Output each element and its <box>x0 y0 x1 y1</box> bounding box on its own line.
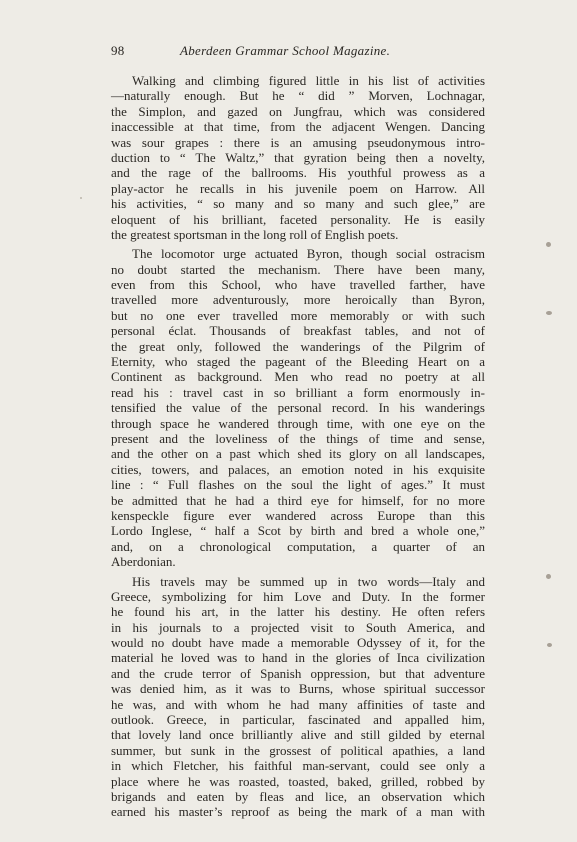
text-line: tensified the value of the personal record. In his wanderings <box>111 400 485 416</box>
text-line: would no doubt have made a memorable Odyssey of it, for the <box>111 635 485 651</box>
text-line: and the rage of the ballrooms. His youthful prowess as a <box>111 165 485 181</box>
text-line: inaccessible at that time, from the adjacent Wengen. Dancing <box>111 119 485 135</box>
text-line: summer, but sunk in the grossest of political apathies, a land <box>111 742 485 758</box>
text-line: kenspeckle figure ever wandered across Europe than this <box>111 507 485 523</box>
text-line: was denied him, as it was to Burns, whose spiritual successor <box>111 681 485 697</box>
text-line: Lordo Inglese, “ half a Scot by birth and bred a whole one,” <box>111 523 485 539</box>
text-line: Eternity, who staged the pageant of the Bleeding Heart on a <box>111 354 485 370</box>
paper-spot <box>546 574 551 579</box>
text-line: line : “ Full flashes on the soul the light of ages.” It must <box>111 477 485 493</box>
text-line: he found his art, in the latter his destiny. He often refers <box>111 604 485 620</box>
paper-spot <box>546 242 551 247</box>
text-line: even from this School, who have travelled farther, have <box>111 277 485 293</box>
text-line: —naturally enough. But he “ did ” Morven, Lochnagar, <box>111 88 485 104</box>
paper-spot <box>80 197 82 199</box>
paper-spot <box>547 643 552 647</box>
text-line: earned his master’s reproof as being the mark of a man with <box>111 804 485 820</box>
text-line: and, on a chronological computation, a quarter of an <box>111 538 485 554</box>
text-line: the Simplon, and gazed on Jungfrau, which was considered <box>111 103 485 119</box>
text-line: His travels may be summed up in two words—Italy and <box>132 573 485 589</box>
body-text <box>111 73 485 820</box>
text-line: present and the loveliness of the things of time and sense, <box>111 430 485 446</box>
text-line: outlook. Greece, in particular, fascinated and appalled him, <box>111 712 485 728</box>
text-line: eloquent of his brilliant, faceted personality. He is easily <box>111 211 485 227</box>
text-line: travelled more adventurously, more heroically than Byron, <box>111 292 485 308</box>
text-line: and the crude terror of Spanish oppression, but that adventure <box>111 665 485 681</box>
text-line: place where he was roasted, toasted, baked, grilled, robbed by <box>111 773 485 789</box>
text-line: in which Fletcher, his faithful man-servant, could see only a <box>111 758 485 774</box>
text-line: Walking and climbing figured little in his list of activities <box>132 73 485 88</box>
text-line: play-actor he recalls in his juvenile poem on Harrow. All <box>111 180 485 196</box>
text-line: Aberdonian. <box>111 554 176 570</box>
page-number: 98 <box>111 43 125 58</box>
text-line: duction to “ The Waltz,” that gyration being then a novelty, <box>111 149 485 165</box>
text-line: he was, and with whom he had many affinities of taste and <box>111 696 485 712</box>
text-line: material he loved was to hand in the glories of Inca civilization <box>111 650 485 666</box>
text-line: be admitted that he had a third eye for himself, for no more <box>111 492 485 508</box>
text-line: read his : travel cast in so brilliant a form enormously in- <box>111 384 485 400</box>
text-line: his activities, “ so many and so many and such glee,” are <box>111 196 485 212</box>
text-line: The locomotor urge actuated Byron, though social ostracism <box>132 246 485 262</box>
paragraph-2 <box>111 246 485 569</box>
text-line: that lovely land once brilliantly alive and still gilded by eternal <box>111 727 485 743</box>
paragraph-1 <box>111 73 485 242</box>
text-line: brigands and eaten by fleas and lice, an observation which <box>111 788 485 804</box>
text-line: in his journals to a projected visit to South America, and <box>111 619 485 635</box>
paragraph-3 <box>111 574 485 820</box>
text-line: was sour grapes : there is an amusing pseudonymous intro- <box>111 134 485 150</box>
text-line: and the other on a past which shed its glory on all landscapes, <box>111 446 485 462</box>
text-line: Continent as background. Men who read no poetry at all <box>111 369 485 385</box>
text-line: the greatest sportsman in the long roll of English poets. <box>111 226 399 242</box>
text-line: through space he wandered through time, with one eye on the <box>111 415 485 431</box>
text-line: cities, towers, and palaces, an emotion noted in his exquisite <box>111 461 485 477</box>
text-line: personal éclat. Thousands of breakfast tables, and not of <box>111 323 485 339</box>
text-line: the great only, followed the wanderings of the Pilgrim of <box>111 338 485 354</box>
text-line: no doubt started the mechanism. There have been many, <box>111 261 485 277</box>
text-line: Greece, symbolizing for him Love and Duty. In the former <box>111 588 485 604</box>
running-title: Aberdeen Grammar School Magazine. <box>180 43 391 58</box>
paper-spot <box>546 311 552 315</box>
text-line: but no one ever travelled more memorably or with such <box>111 307 485 323</box>
